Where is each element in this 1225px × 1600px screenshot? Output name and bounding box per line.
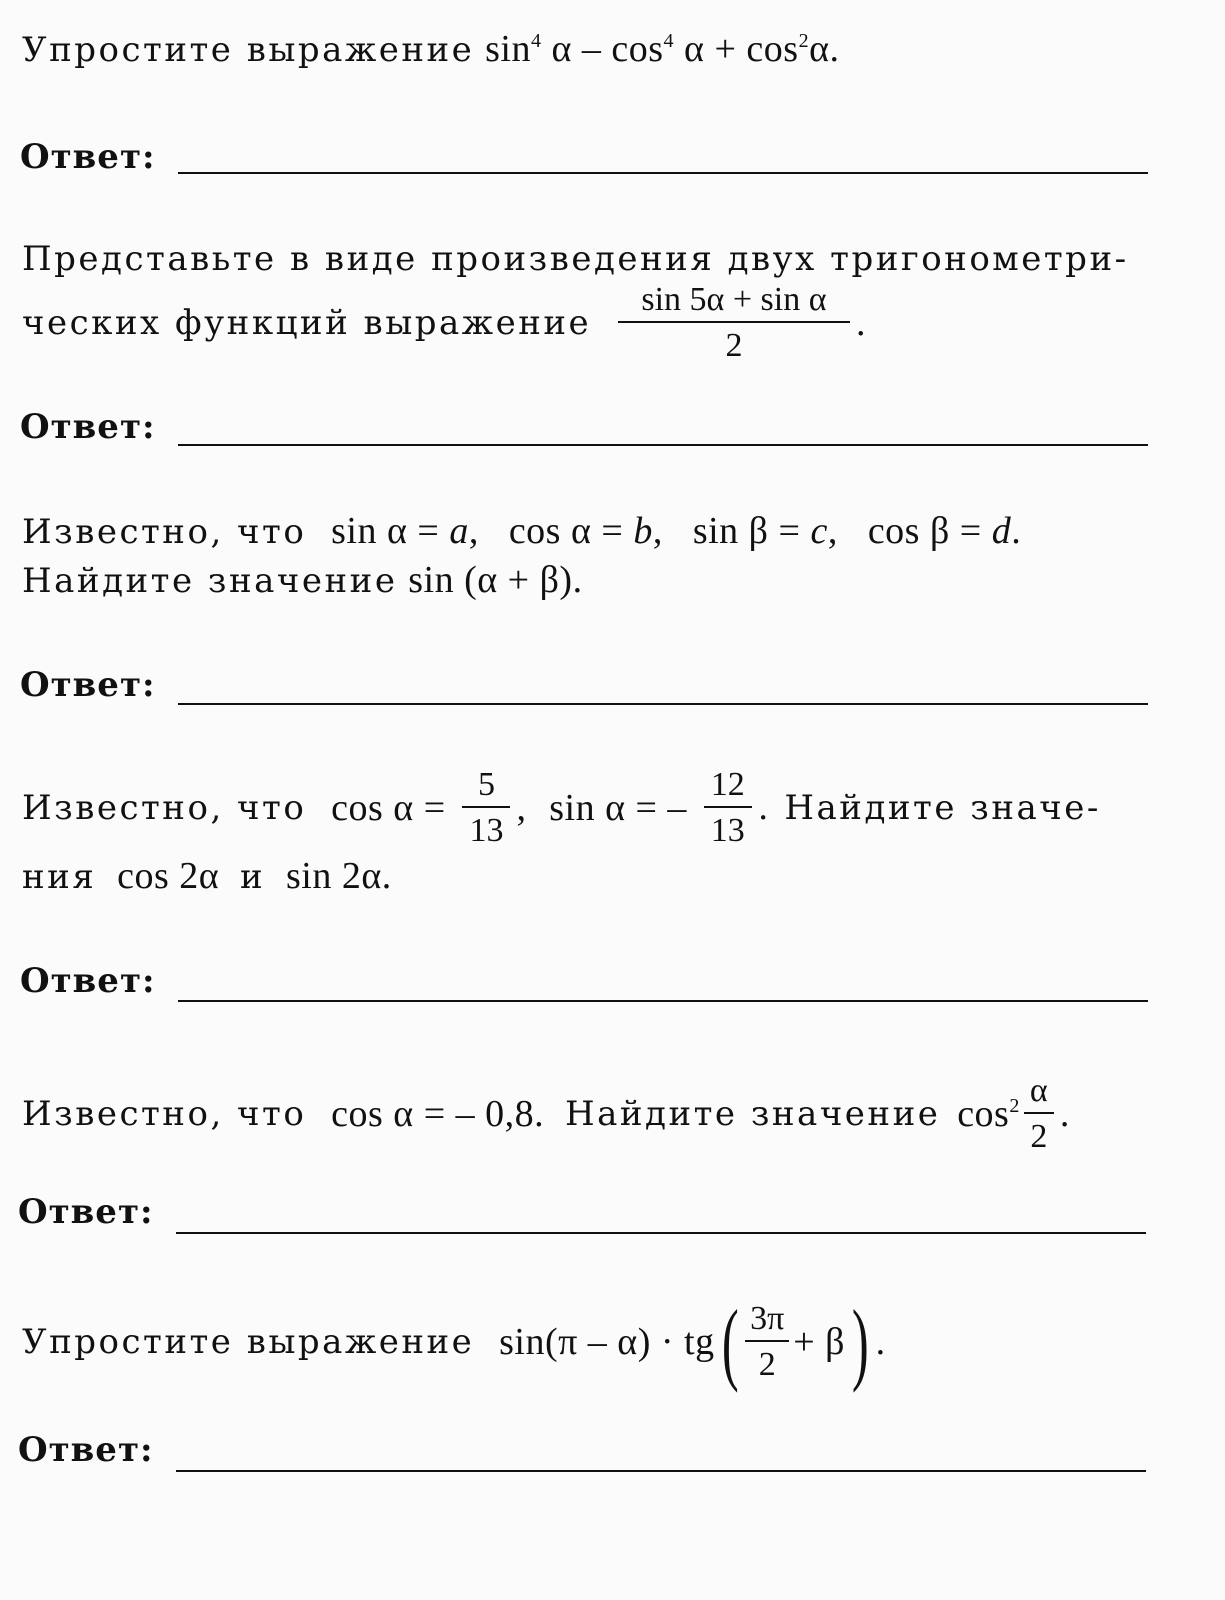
- task-2-fraction-denominator: 2: [725, 327, 743, 364]
- task-6-fraction: [745, 1302, 789, 1382]
- answer-label-4: Ответ:: [20, 961, 156, 1001]
- answer-label-6: Ответ:: [18, 1430, 154, 1470]
- task-3-conditions: sin α = a, cos α = b, sin β = c, cos β = d.: [331, 510, 1022, 552]
- task-6-plus-beta: + β: [793, 1321, 845, 1363]
- task-5-question: Найдите значение: [564, 1094, 941, 1134]
- task-4-expression-a: cos 2α: [117, 855, 220, 897]
- task-4-line-1: [22, 768, 1101, 848]
- task-6-text: Упростите выражение: [22, 1322, 475, 1362]
- task-6-expression: sin(π – α) · tg: [499, 1321, 715, 1363]
- task-1-text: Упростите выражение: [22, 30, 475, 70]
- answer-label-3: Ответ:: [20, 665, 156, 705]
- task-4-sin-condition: sin α = –: [549, 787, 687, 829]
- task-4-comma: ,: [516, 787, 527, 829]
- task-4-text: Известно, что: [22, 788, 307, 828]
- answer-label-2: Ответ:: [20, 407, 156, 447]
- task-2-fraction: [618, 283, 850, 363]
- task-6-left-paren: (: [721, 1291, 739, 1393]
- task-5-fraction: [1024, 1074, 1054, 1154]
- task-5-text: Известно, что: [22, 1094, 307, 1134]
- answer-label-5: Ответ:: [18, 1192, 154, 1232]
- task-6-fraction-numerator: 3π: [745, 1302, 789, 1342]
- task-4-expression-b: sin 2α.: [285, 855, 392, 897]
- task-2-line-1: Представьте в виде произведения двух тригонометри-: [22, 239, 1129, 279]
- task-5-line-1: [22, 1074, 1070, 1154]
- task-4-fraction-2-denominator: 13: [710, 812, 745, 849]
- task-4-fraction-1-numerator: 5: [462, 768, 510, 808]
- task-4-text-2: ния: [22, 857, 97, 897]
- task-4-fraction-2: [704, 768, 752, 848]
- task-4-fraction-2-numerator: 12: [704, 768, 752, 808]
- answer-field-1[interactable]: [178, 172, 1148, 174]
- task-3-line-2: [22, 561, 583, 599]
- task-5-period: .: [1059, 1093, 1070, 1135]
- answer-field-6[interactable]: [176, 1470, 1146, 1472]
- task-2-fraction-numerator: sin 5α + sin α: [618, 283, 850, 323]
- answer-label-1: Ответ:: [20, 137, 156, 177]
- task-2-text: ческих функций выражение: [22, 303, 592, 343]
- answer-field-4[interactable]: [178, 1000, 1148, 1002]
- task-2-line-2: [22, 283, 866, 363]
- task-4-fraction-1: [462, 768, 510, 848]
- task-4-fraction-1-denominator: 13: [469, 812, 504, 849]
- task-4-conjunction: и: [239, 857, 266, 897]
- task-4-question: . Найдите значе-: [757, 788, 1101, 828]
- task-5-fraction-denominator: 2: [1030, 1118, 1048, 1155]
- task-1-expression: $\sin^4 \alpha - \cos^4 \alpha + \cos^2\alpha$.: [485, 28, 840, 70]
- task-3-expression: sin (α + β).: [408, 559, 583, 601]
- task-3-text: Известно, что: [22, 512, 307, 552]
- task-6-right-paren: ): [851, 1291, 869, 1393]
- task-1: [22, 30, 839, 68]
- task-4-cos-condition: cos α =: [331, 787, 446, 829]
- task-6-fraction-denominator: 2: [758, 1346, 776, 1383]
- task-6-period: .: [875, 1321, 886, 1363]
- task-6-line-1: [22, 1291, 886, 1393]
- answer-field-2[interactable]: [178, 444, 1148, 446]
- task-5-expression: $\cos^2$: [957, 1093, 1020, 1135]
- task-4-line-2: [22, 857, 392, 895]
- answer-field-3[interactable]: [178, 703, 1148, 705]
- task-5-condition: cos α = – 0,8.: [331, 1093, 545, 1135]
- task-3-line-1: [22, 512, 1021, 550]
- task-3-question: Найдите значение: [22, 561, 398, 601]
- task-5-fraction-numerator: α: [1024, 1074, 1054, 1114]
- task-2-period: .: [855, 302, 866, 344]
- answer-field-5[interactable]: [176, 1232, 1146, 1234]
